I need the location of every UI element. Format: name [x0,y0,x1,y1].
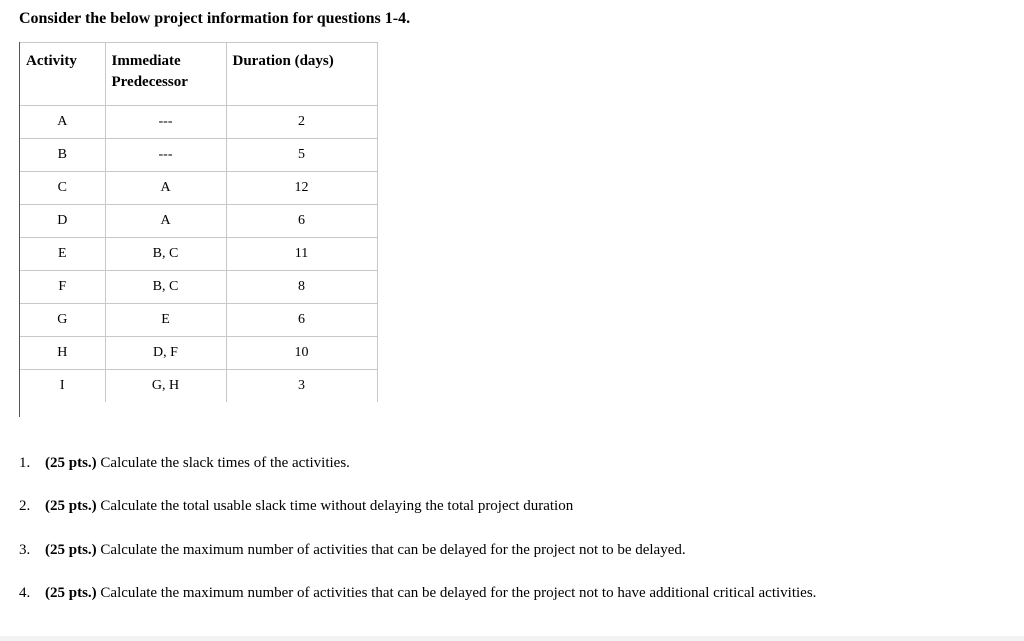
table-row [20,172,377,205]
project-table-container [19,42,377,417]
activity-cell: C [20,172,105,205]
duration-cell: 2 [226,106,377,139]
predecessor-cell: A [105,205,226,238]
question-number: 2. [19,498,31,515]
question-points: (25 pts.) [45,584,97,601]
page-heading: Consider the below project information for questions 1-4. [19,10,411,27]
activity-cell: A [20,106,105,139]
activity-cell: H [20,337,105,370]
header-immediate-predecessor: Immediate Predecessor [105,43,226,106]
question-text: Calculate the maximum number of activities that can be delayed for the project not to have additional critical activities. [100,584,817,601]
duration-cell: 12 [226,172,377,205]
header-duration: Duration (days) [226,43,377,106]
table-header-row [20,43,377,106]
predecessor-cell: A [105,172,226,205]
table-row [20,337,377,370]
predecessor-cell: E [105,304,226,337]
duration-cell: 11 [226,238,377,271]
question-number: 4. [19,584,31,601]
table-row [20,139,377,172]
duration-cell: 8 [226,271,377,304]
table-row [20,205,377,238]
question-item [19,583,1009,626]
activity-cell: D [20,205,105,238]
header-activity: Activity [20,43,105,106]
duration-cell: 5 [226,139,377,172]
duration-cell: 10 [226,337,377,370]
activity-cell: B [20,139,105,172]
question-number: 3. [19,541,31,558]
predecessor-cell: G, H [105,370,226,403]
question-points: (25 pts.) [45,455,97,471]
question-item [19,453,1009,496]
predecessor-cell: --- [105,139,226,172]
question-text: Calculate the maximum number of activities that can be delayed for the project not to be delayed. [100,541,686,558]
question-item [19,496,1009,539]
predecessor-cell: --- [105,106,226,139]
question-list [19,453,1009,626]
duration-cell: 6 [226,304,377,337]
activity-cell: F [20,271,105,304]
question-text: Calculate the total usable slack time without delaying the total project duration [100,498,574,515]
question-text: Calculate the slack times of the activities. [100,455,350,471]
predecessor-cell: B, C [105,271,226,304]
table-row [20,370,377,403]
bottom-divider [0,636,1024,641]
table-row [20,106,377,139]
project-table [20,42,378,402]
predecessor-cell: B, C [105,238,226,271]
table-row [20,304,377,337]
activity-cell: E [20,238,105,271]
question-item [19,540,1009,583]
activity-cell: G [20,304,105,337]
question-points: (25 pts.) [45,541,97,558]
duration-cell: 3 [226,370,377,403]
table-row [20,238,377,271]
table-row [20,271,377,304]
question-number: 1. [19,455,31,471]
question-points: (25 pts.) [45,498,97,515]
duration-cell: 6 [226,205,377,238]
activity-cell: I [20,370,105,403]
predecessor-cell: D, F [105,337,226,370]
